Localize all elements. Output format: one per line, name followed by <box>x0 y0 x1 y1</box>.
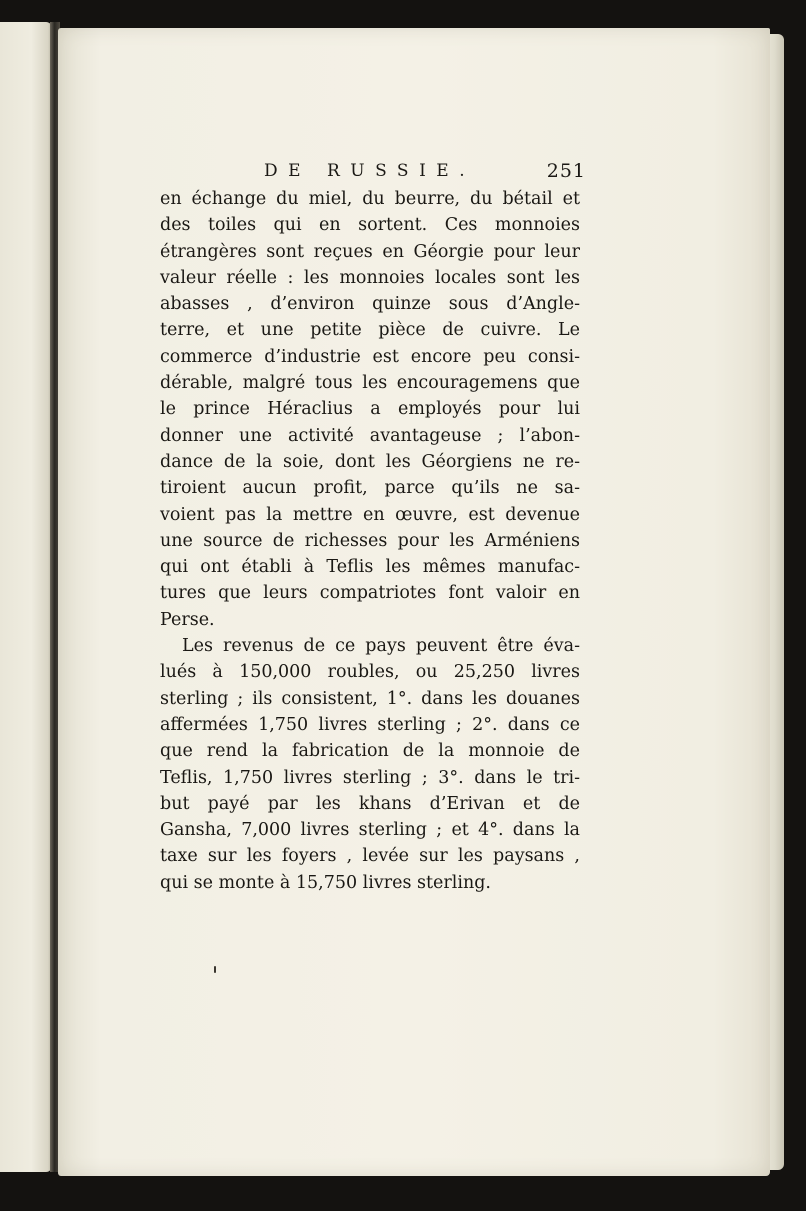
text-line: but payé par les khans d’Erivan et de <box>160 793 580 814</box>
text-line: taxe sur les foyers , levée sur les paysans , <box>160 846 580 867</box>
text-line: valeur réelle : les monnoies locales sont les <box>160 267 580 288</box>
text-line: lués à 150,000 roubles, ou 25,250 livres <box>160 662 580 683</box>
text-line: tures que leurs compatriotes font valoir en <box>160 583 580 604</box>
text-line: qui se monte à 15,750 livres sterling. <box>160 872 491 893</box>
body-text <box>160 186 580 896</box>
text-line: Gansha, 7,000 livres sterling ; et 4°. dans la <box>160 820 580 841</box>
page-header <box>160 160 586 188</box>
ink-speck <box>214 966 216 973</box>
text-line: Les revenus de ce pays peuvent être éva- <box>182 636 580 657</box>
text-line: le prince Héraclius a employés pour lui <box>160 399 580 420</box>
paragraph <box>160 186 580 633</box>
text-line: des toiles qui en sortent. Ces monnoies <box>160 215 580 236</box>
text-line: Teflis, 1,750 livres sterling ; 3°. dans le tri- <box>160 767 580 788</box>
text-line: tiroient aucun profit, parce qu’ils ne sa- <box>160 478 580 499</box>
text-line: qui ont établi à Teflis les mêmes manufac- <box>160 557 580 578</box>
text-line: affermées 1,750 livres sterling ; 2°. dans ce <box>160 714 580 735</box>
text-line: dérable, malgré tous les encouragemens que <box>160 373 580 394</box>
text-line: en échange du miel, du beurre, du bétail et <box>160 189 580 209</box>
facing-page-edge <box>0 22 52 1172</box>
text-line: commerce d’industrie est encore peu consi- <box>160 346 580 367</box>
text-line: étrangères sont reçues en Géorgie pour leur <box>160 241 580 262</box>
text-line: dance de la soie, dont les Géorgiens ne re- <box>160 451 580 472</box>
page-number: 251 <box>546 160 586 182</box>
text-line: sterling ; ils consistent, 1°. dans les douanes <box>160 688 580 709</box>
text-line: Perse. <box>160 609 215 630</box>
running-head: DE RUSSIE. <box>264 161 476 181</box>
text-line: une source de richesses pour les Arméniens <box>160 530 580 551</box>
paragraph <box>160 633 580 896</box>
text-line: voient pas la mettre en œuvre, est devenue <box>160 504 580 525</box>
text-line: que rend la fabrication de la monnoie de <box>160 741 580 762</box>
text-line: donner une activité avantageuse ; l’abon- <box>160 425 580 446</box>
text-line: terre, et une petite pièce de cuivre. Le <box>160 320 580 341</box>
text-line: abasses , d’environ quinze sous d’Angle- <box>160 294 580 315</box>
